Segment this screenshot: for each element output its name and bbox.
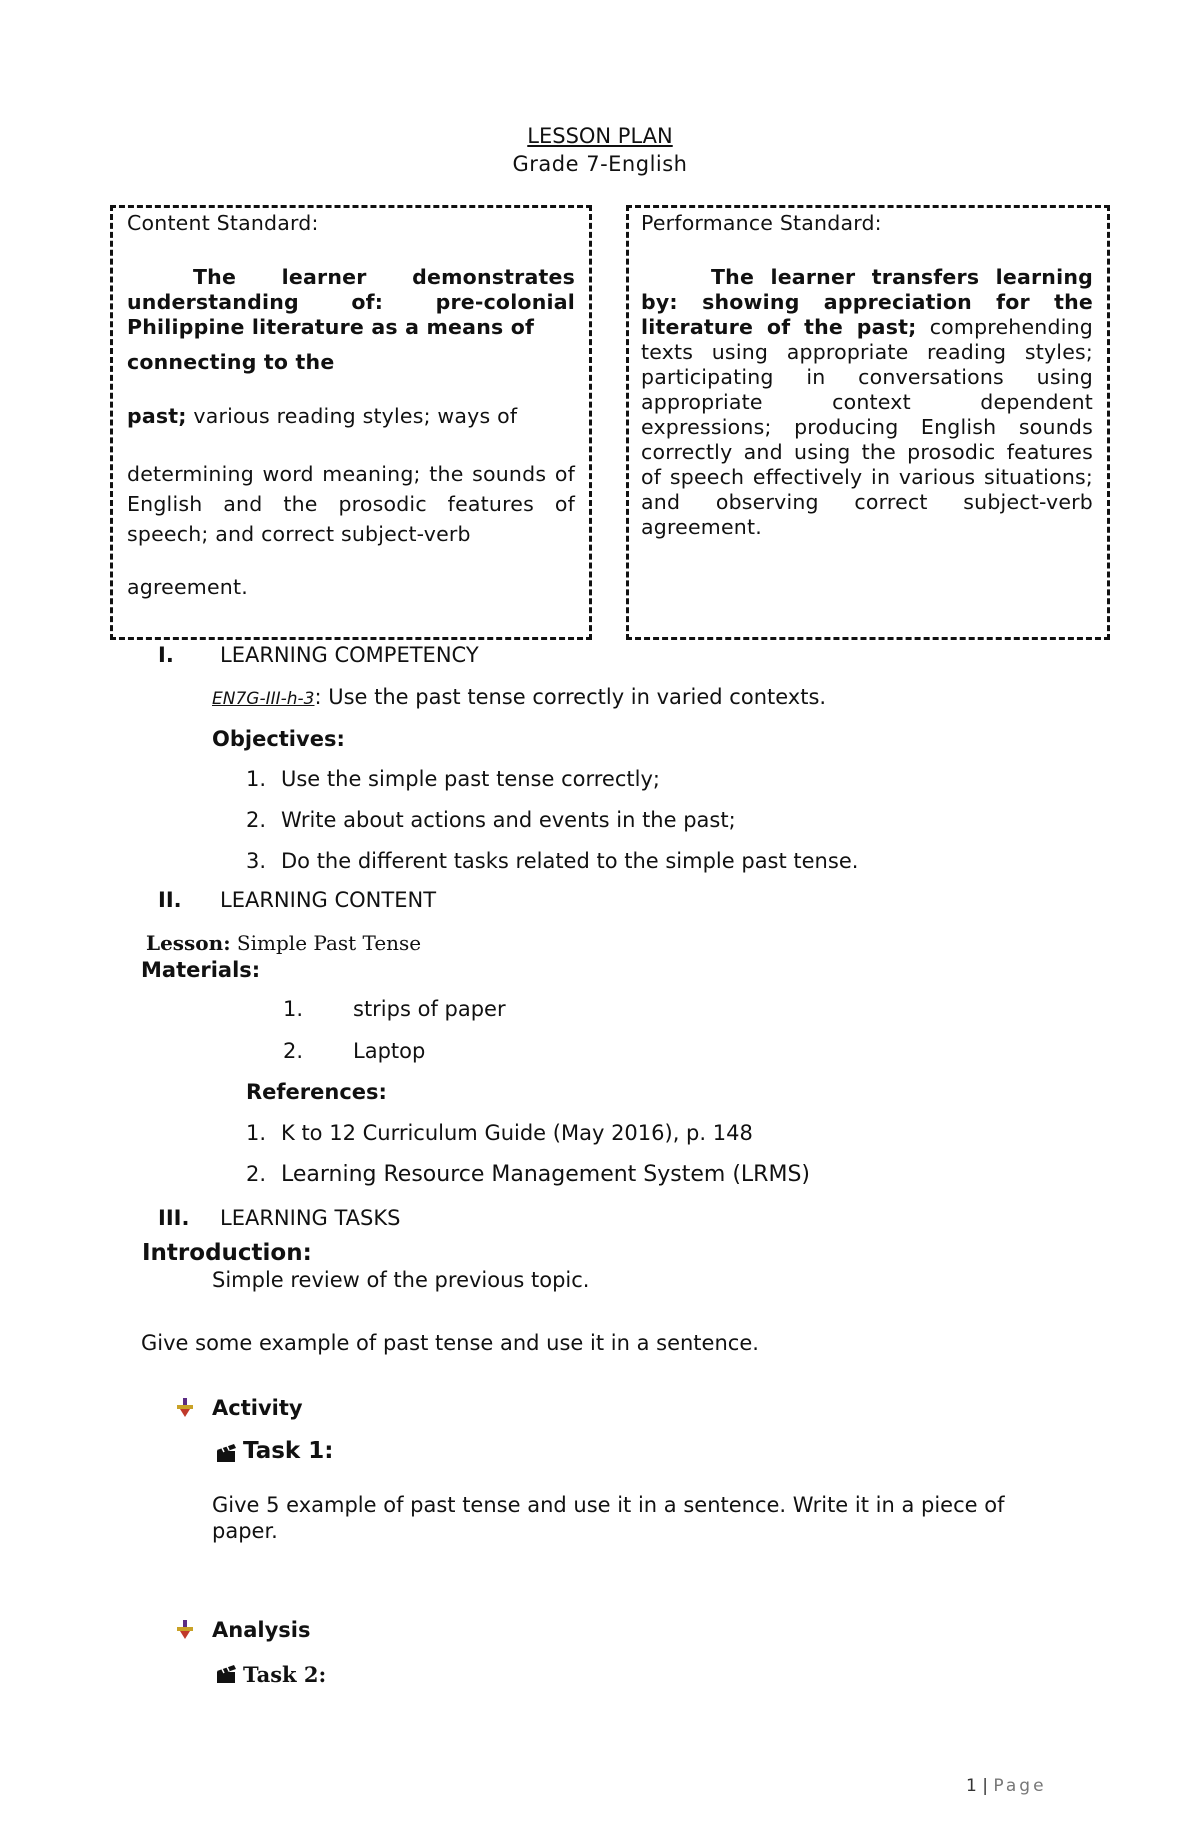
content-standard-line-4: connecting to the [127, 350, 335, 374]
lesson-line: Lesson: Simple Past Tense [146, 931, 422, 955]
page-number: 1 [966, 1776, 977, 1796]
page-subtitle: Grade 7-English [512, 152, 688, 176]
competency-code: EN7G-III-h-3 [212, 689, 315, 709]
arrow-bullet-icon [177, 1398, 193, 1418]
section-1-number: I. [158, 643, 174, 667]
section-3-number: III. [158, 1206, 190, 1230]
reference-text: Learning Resource Management System (LRMS) [281, 1162, 810, 1187]
clapperboard-icon [216, 1443, 238, 1463]
content-standard-line-5: past; various reading styles; ways of [127, 404, 518, 428]
section-1-title: LEARNING COMPETENCY [220, 643, 479, 667]
arrow-bullet-icon [177, 1620, 193, 1640]
performance-standard-body: texts using appropriate reading styles; participating in conversations using appropriate context dependent expressions; producing English sounds correctly and using the prosodic features of speech effectively in various situations; and observing correct subject-verb agreement. [641, 340, 1093, 539]
objective-text: Do the different tasks related to the simple past tense. [281, 849, 859, 873]
objective-text: Use the simple past tense correctly; [281, 767, 660, 791]
content-standard-line-3: Philippine literature as a means of [127, 315, 535, 339]
materials-label: Materials: [141, 958, 261, 982]
reference-text: K to 12 Curriculum Guide (May 2016), p. 148 [281, 1121, 753, 1145]
content-standard-line-2: understanding of: pre-colonial [127, 290, 575, 314]
task-1-label: Task 1: [243, 1438, 334, 1464]
objectives-label: Objectives: [212, 727, 345, 751]
task-2-label: Task 2: [243, 1662, 327, 1687]
references-label: References: [246, 1080, 387, 1104]
content-standard-line-6: determining word meaning; the sounds of English and the prosodic features of speech; and correct subject-verb [127, 462, 575, 546]
objective-text: Write about actions and events in the past; [281, 808, 736, 832]
performance-standard-heading: Performance Standard: [641, 211, 882, 235]
section-2-title: LEARNING CONTENT [220, 888, 437, 912]
analysis-label: Analysis [212, 1618, 311, 1642]
introduction-label: Introduction: [142, 1240, 312, 1266]
section-3-title: LEARNING TASKS [220, 1206, 401, 1230]
section-2-number: II. [158, 888, 182, 912]
material-number: 1. [283, 997, 304, 1021]
performance-standard-line-1: The learner transfers learning [711, 265, 1093, 289]
content-standard-heading: Content Standard: [127, 211, 319, 235]
clapperboard-icon [216, 1664, 238, 1684]
objective-item: 2. [246, 808, 267, 832]
objective-item: 1. [246, 767, 267, 791]
performance-standard-line-2: by: showing appreciation for the [641, 290, 1093, 314]
page-separator: | [982, 1776, 988, 1796]
page-title: LESSON PLAN [527, 124, 673, 148]
activity-label: Activity [212, 1396, 303, 1420]
reference-number: 2. [246, 1162, 267, 1186]
material-text: Laptop [353, 1039, 426, 1063]
introduction-text: Simple review of the previous topic. [212, 1268, 590, 1292]
objective-item: 3. [246, 849, 267, 873]
reference-number: 1. [246, 1121, 267, 1145]
content-standard-line-1: The learner demonstrates [193, 265, 575, 289]
competency-line: EN7G-III-h-3: Use the past tense correctly in varied contexts. [212, 685, 827, 709]
material-text: strips of paper [353, 997, 506, 1021]
performance-standard-line-3: literature of the past; comprehending [641, 315, 1093, 339]
page-footer [966, 1776, 1047, 1796]
content-standard-line-7: agreement. [127, 575, 248, 599]
material-number: 2. [283, 1039, 304, 1063]
example-text: Give some example of past tense and use it in a sentence. [141, 1331, 759, 1355]
task-1-text: Give 5 example of past tense and use it in a sentence. Write it in a piece of paper. [212, 1493, 1005, 1543]
page-word: Page [993, 1776, 1047, 1796]
